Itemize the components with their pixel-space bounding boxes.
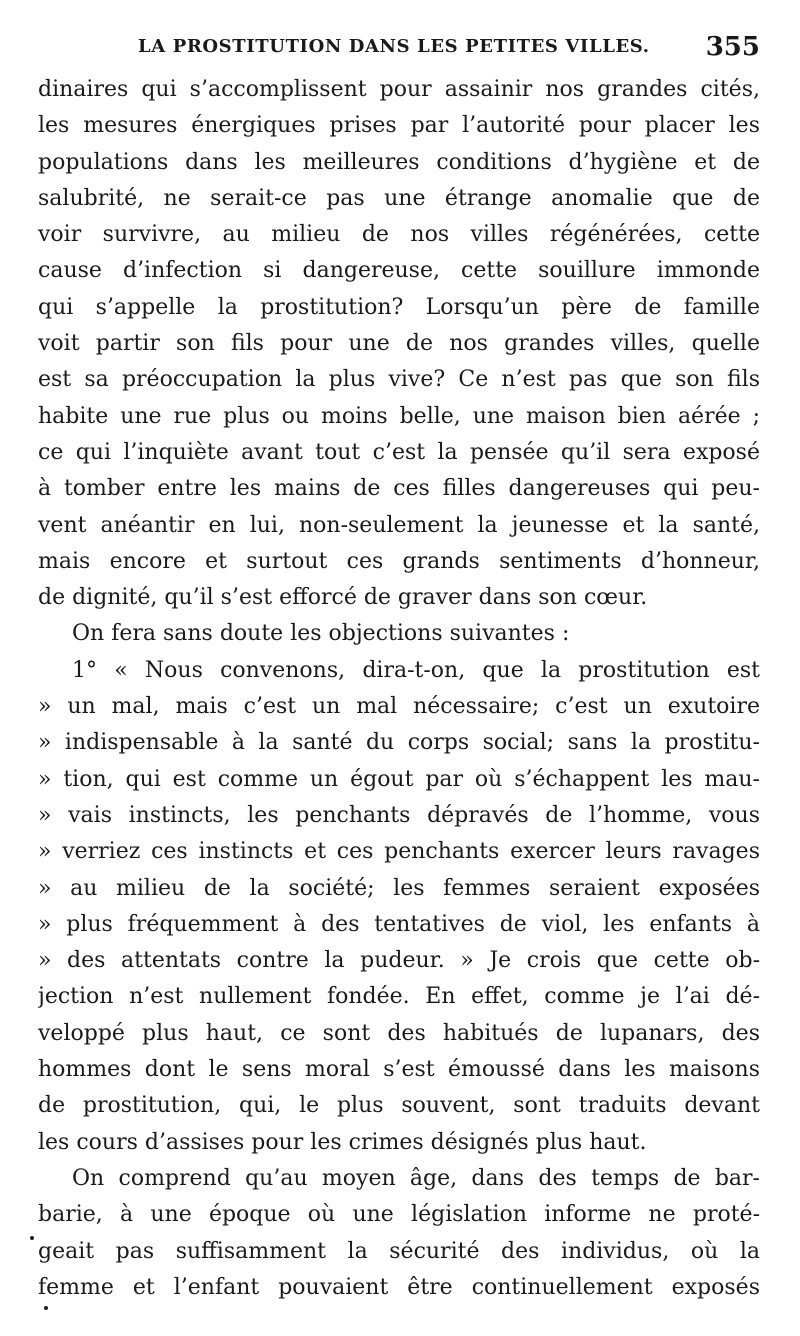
text-line: de dignité, qu’il s’est efforcé de graver dans son cœur. (38, 585, 648, 611)
text-line: ce qui l’inquiète avant tout c’est la pensée qu’il sera exposé (38, 439, 760, 465)
text-line: hommes dont le sens moral s’est émoussé dans les maisons (38, 1057, 760, 1083)
text-line: habite une rue plus ou moins belle, une maison bien aérée ; (38, 403, 760, 429)
text-line: » plus fréquemment à des tentatives de viol, les enfants à (38, 911, 760, 937)
text-line: voit partir son fils pour une de nos grandes villes, quelle (38, 331, 760, 357)
page-header (38, 30, 760, 70)
text-line: cause d’infection si dangereuse, cette souillure immonde (38, 258, 760, 284)
text-line: jection n’est nullement fondée. En effet, comme je l’ai dé- (38, 984, 760, 1010)
text-line: » au milieu de la société; les femmes seraient exposées (38, 875, 760, 901)
text-line: On fera sans doute les objections suivantes : (72, 621, 570, 647)
text-line: est sa préoccupation la plus vive? Ce n’est pas que son fils (38, 367, 760, 393)
text-line: populations dans les meilleures conditions d’hygiène et de (38, 149, 760, 175)
text-line: » indispensable à la santé du corps social; sans la prostitu- (38, 730, 760, 756)
text-line: vent anéantir en lui, non-seulement la jeunesse et la santé, (38, 512, 760, 538)
text-line: barie, à une époque où une législation informe ne proté- (38, 1202, 760, 1228)
ink-speck (44, 1306, 48, 1310)
text-line: On comprend qu’au moyen âge, dans des temps de bar- (72, 1165, 760, 1191)
ink-speck (30, 1236, 34, 1240)
text-line: dinaires qui s’accomplissent pour assainir nos grandes cités, (38, 77, 760, 102)
text-line: » vais instincts, les penchants dépravés de l’homme, vous (38, 802, 760, 828)
text-line: à tomber entre les mains de ces filles dangereuses qui peu- (38, 476, 760, 502)
page-number: 355 (705, 32, 760, 62)
text-line: les cours d’assises pour les crimes désignés plus haut. (38, 1129, 647, 1155)
text-line: salubrité, ne serait-ce pas une étrange anomalie que de (38, 185, 760, 211)
text-line: voir survivre, au milieu de nos villes régénérées, cette (38, 222, 760, 248)
running-title: LA PROSTITUTION DANS LES PETITES VILLES. (138, 36, 650, 57)
text-line: les mesures énergiques prises par l’autorité pour placer les (38, 113, 760, 139)
text-line: femme et l’enfant pouvaient être continuellement exposés (38, 1274, 760, 1300)
text-line: » des attentats contre la pudeur. » Je crois que cette ob- (38, 948, 760, 974)
text-line: 1° « Nous convenons, dira-t-on, que la prostitution est (72, 657, 760, 683)
text-line: qui s’appelle la prostitution? Lorsqu’un père de famille (38, 294, 760, 320)
text-line: » un mal, mais c’est un mal nécessaire; c’est un exutoire (38, 694, 760, 720)
body-text (38, 72, 760, 1306)
text-line: de prostitution, qui, le plus souvent, sont traduits devant (38, 1093, 760, 1119)
text-line: mais encore et surtout ces grands sentiments d’honneur, (38, 548, 760, 574)
text-line: » verriez ces instincts et ces penchants exercer leurs ravages (38, 839, 760, 865)
text-line: » tion, qui est comme un égout par où s’échappent les mau- (38, 766, 760, 792)
text-line: veloppé plus haut, ce sont des habitués de lupanars, des (38, 1020, 760, 1046)
text-line: geait pas suffisamment la sécurité des individus, où la (38, 1238, 760, 1264)
